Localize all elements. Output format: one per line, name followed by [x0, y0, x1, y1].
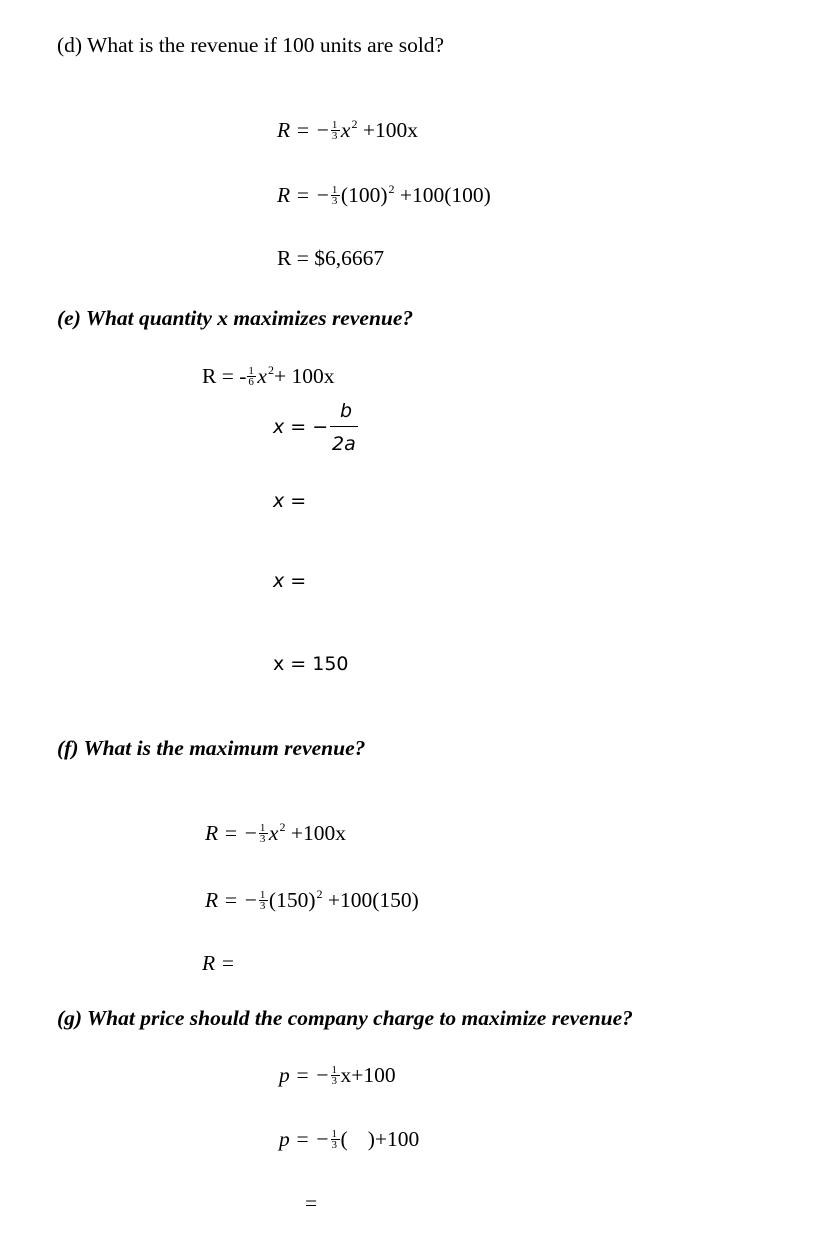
question-d: (d) What is the revenue if 100 units are sold? — [57, 33, 445, 57]
g-equation-1: p = − $\frac{1}{3}$ x+100 — [279, 1063, 396, 1087]
fraction-one-third: $\frac{1}{3}$ — [259, 890, 268, 912]
question-f: (f) What is the maximum revenue? — [57, 736, 366, 760]
e-equation-1: R = - $\frac{1}{6}$ $x^2+ 100x$ — [202, 363, 335, 388]
fraction-one-third: $\frac{1}{3}$ — [331, 1129, 340, 1151]
g-answer-blank: = — [305, 1191, 318, 1215]
fraction-one-third: $\frac{1}{3}$ — [259, 823, 268, 845]
fraction-bar — [330, 426, 358, 427]
d-equation-2: R = − $\frac{1}{3}$ $(100)^2 +100(100)$ — [277, 182, 491, 207]
f-answer-blank: R = — [202, 951, 236, 975]
fraction-one-third: $\frac{1}{3}$ — [331, 185, 340, 207]
f-equation-2: R = − $\frac{1}{3}$ $(150)^2 +100(150)$ — [205, 887, 419, 912]
f-equation-1: R = − $\frac{1}{3}$ $x^2 +100x$ — [205, 820, 346, 845]
question-g: (g) What price should the company charge to maximize revenue? — [57, 1006, 633, 1030]
e-blank-1: x = — [273, 490, 307, 512]
question-e: (e) What quantity x maximizes revenue? — [57, 306, 414, 330]
fraction-one-third: $\frac{1}{3}$ — [331, 120, 340, 142]
fraction-one-third: $\frac{1}{3}$ — [331, 1065, 340, 1087]
g-equation-2: p = − $\frac{1}{3}$ ( )+100 — [279, 1127, 420, 1151]
e-blank-2: x = — [273, 570, 307, 592]
d-equation-1: R = − $\frac{1}{3}$ $x^2 +100x$ — [277, 117, 418, 142]
e-answer: x = 150 — [273, 653, 349, 675]
d-equation-3: R = $6,6667 — [277, 246, 385, 270]
fraction-one-sixth: $\frac{1}{6}$ — [247, 366, 256, 388]
